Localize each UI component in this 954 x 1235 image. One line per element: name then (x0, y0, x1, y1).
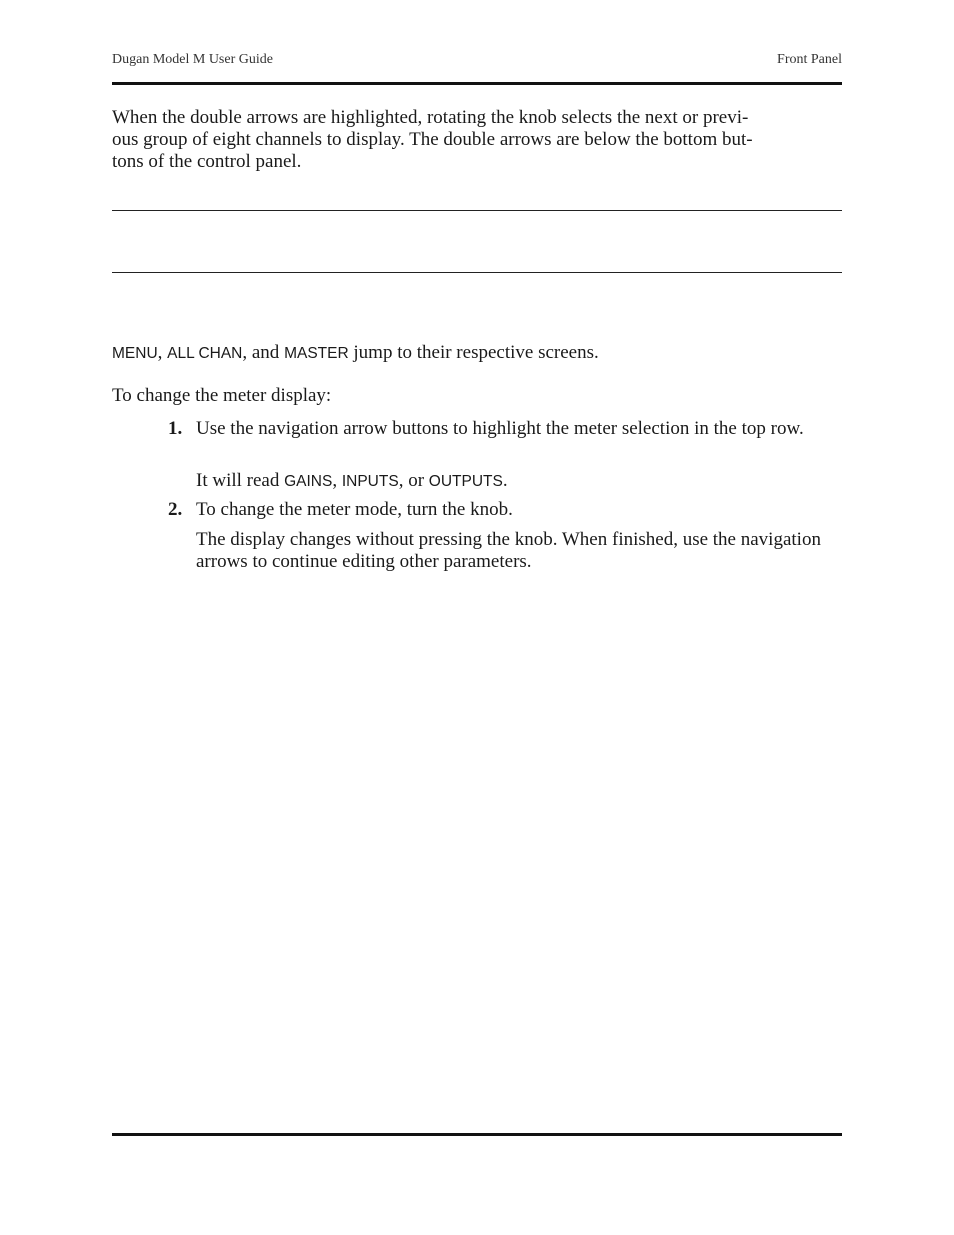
header-section-title: Front Panel (777, 52, 842, 67)
section-rule-bottom (112, 272, 842, 273)
meter-display-intro: To change the meter display: (112, 385, 332, 406)
step-number: 1. (168, 418, 183, 439)
step-1-note (196, 470, 842, 493)
section-rule-top (112, 210, 842, 211)
master-key-label: MASTER (284, 345, 349, 362)
double-arrows-paragraph (112, 107, 842, 173)
step-1 (168, 418, 842, 462)
note-text: It will read (196, 470, 285, 491)
separator-text: , (332, 470, 342, 491)
paragraph-line: When the double arrows are highlighted, rotating the knob selects the next or previ- (112, 107, 749, 128)
outputs-label: OUTPUTS (428, 473, 503, 490)
header-rule (112, 82, 842, 85)
paragraph-line: ous group of eight channels to display. The double arrows are below the bottom but- (112, 129, 753, 150)
inputs-label: INPUTS (341, 473, 399, 490)
step-2 (168, 499, 842, 521)
separator-text: , or (398, 470, 429, 491)
jump-description: jump to their respective screens. (348, 342, 599, 363)
paragraph-line: tons of the control panel. (112, 151, 302, 172)
step-2-note: The display changes without pressing the knob. When finished, use the navigation arrows to continue editing other parameters. (196, 529, 821, 572)
gains-label: GAINS (284, 473, 333, 490)
page-header (112, 52, 842, 72)
footer-rule (112, 1133, 842, 1136)
header-document-title: Dugan Model M User Guide (112, 52, 273, 67)
note-text: . (502, 470, 508, 491)
separator-text: , (157, 342, 168, 363)
jump-buttons-paragraph (112, 342, 842, 365)
step-text: Use the navigation arrow buttons to highlight the meter selection in the top row. (196, 418, 804, 439)
step-text: To change the meter mode, turn the knob. (196, 499, 513, 520)
all-chan-key-label: ALL CHAN (167, 345, 243, 362)
menu-key-label: MENU (112, 345, 158, 362)
step-number: 2. (168, 499, 183, 520)
separator-text: , and (242, 342, 285, 363)
